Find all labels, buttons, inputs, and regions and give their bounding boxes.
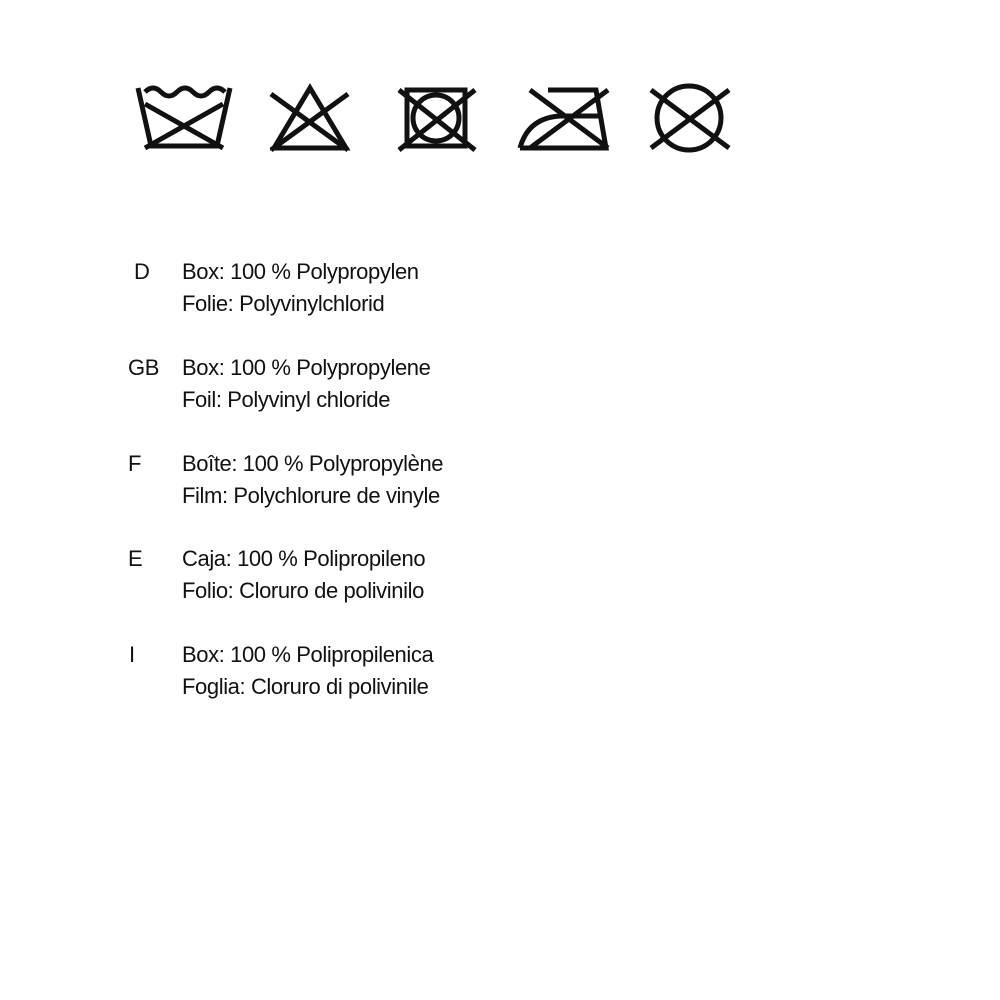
country-code: F <box>128 451 142 476</box>
bleach-prohibited-icon <box>268 80 368 160</box>
material-lines <box>182 352 430 416</box>
country-code: D <box>134 259 150 284</box>
country-code: E <box>128 546 143 571</box>
material-entry-de <box>0 256 1000 322</box>
wash-prohibited-icon <box>135 80 235 160</box>
dry-clean-prohibited-icon <box>645 80 745 160</box>
material-lines <box>182 639 433 703</box>
country-code: GB <box>128 355 160 380</box>
box-material: Caja: 100 % Polipropileno <box>182 546 426 571</box>
foil-material: Folio: Cloruro de polivinilo <box>182 578 424 603</box>
tumble-dry-prohibited-icon <box>395 80 495 160</box>
material-lines <box>182 448 443 512</box>
material-entry-it <box>0 639 1000 705</box>
foil-material: Foil: Polyvinyl chloride <box>182 387 391 412</box>
material-entry-gb <box>0 352 1000 418</box>
iron-prohibited-icon <box>516 80 616 160</box>
care-symbols-row <box>0 0 1000 200</box>
material-lines <box>182 256 419 320</box>
foil-material: Folie: Polyvinylchlorid <box>182 291 385 316</box>
material-lines <box>182 543 425 607</box>
material-entry-es <box>0 543 1000 609</box>
country-code: I <box>129 642 135 667</box>
foil-material: Film: Polychlorure de vinyle <box>182 483 440 508</box>
box-material: Boîte: 100 % Polypropylène <box>182 451 444 476</box>
box-material: Box: 100 % Polypropylene <box>182 355 431 380</box>
foil-material: Foglia: Cloruro di polivinile <box>182 674 429 699</box>
material-entry-fr <box>0 448 1000 514</box>
box-material: Box: 100 % Polipropilenica <box>182 642 434 667</box>
box-material: Box: 100 % Polypropylen <box>182 259 419 284</box>
